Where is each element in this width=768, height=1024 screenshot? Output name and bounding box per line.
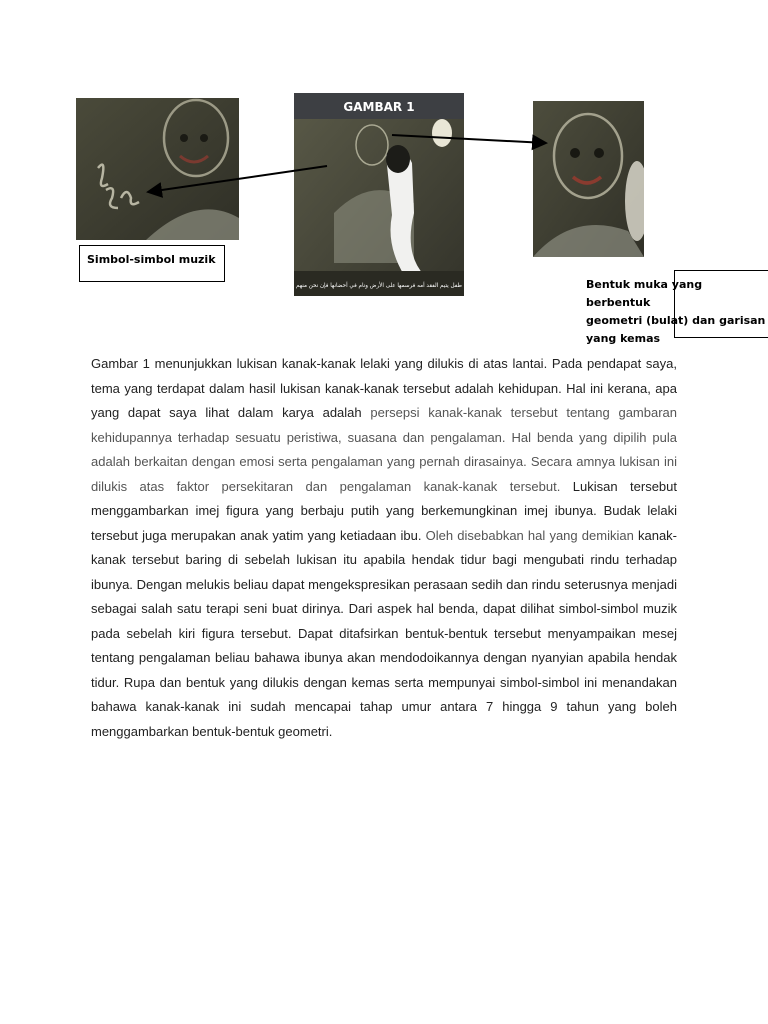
face-shape-label: Bentuk muka yang berbentuk geometri (bulat) dan garisan yang kemas (586, 278, 766, 345)
body-text-part-4: Oleh disebabkan hal yang demikian (425, 527, 634, 543)
body-text-part-1: Gambar 1 menunjukkan lukisan kanak-kanak lelaki yang dilukis di atas lantai. Pada pendapat saya, tema yang terdapat dalam hasil lukisan kanak-kanak tersebut adalah kehidupan. Hal ini kerana, apa yang dapat saya lihat dalam karya adalah (91, 356, 677, 420)
music-symbols-label: Simbol-simbol muzik (87, 253, 216, 266)
body-paragraph (91, 352, 677, 744)
gambar-1-photo (294, 93, 464, 296)
body-text-part-3: Lukisan tersebut menggambarkan imej figura yang berbaju putih yang berkemungkinan imej ibunya. Budak lelaki tersebut juga merupakan anak yatim yang ketiadaan ibu. (91, 478, 677, 543)
gambar-1-caption: طفل يتيم الفقد أمه فرسمها على الأرض ونام في أحضانها فإن نحن منهم (295, 283, 463, 289)
music-symbols-photo (76, 98, 239, 240)
body-text-part-5: kanak-kanak tersebut baring di sebelah lukisan itu apabila hendak tidur bagi mengubati rindu terhadap ibunya. Dengan melukis beliau dapat mengekspresikan perasaan sedih dan rindu seterusnya menjadi sebagai salah satu terapi seni buat dirinya. Dari aspek hal benda, dapat dilihat simbol-simbol muzik pada sebelah kiri figura tersebut. Dapat ditafsirkan bentuk-bentuk tersebut menyampaikan mesej tentang pengalaman beliau bahawa ibunya akan mendodoikannya dengan nyanyian apabila hendak tidur. Rupa dan bentuk yang dilukis dengan kemas serta mempunyai simbol-simbol ini menandakan bahawa kanak-kanak ini sudah mencapai tahap umur antara 7 hingga 9 tahun yang boleh menggambarkan bentuk-bentuk geometri. (91, 527, 678, 739)
face-photo (533, 101, 644, 257)
body-text-part-2: persepsi kanak-kanak tersebut tentang gambaran kehidupannya terhadap sesuatu peristiwa, suasana dan pengalaman. Hal benda yang dipilih pula adalah berkaitan dengan emosi serta pengalaman yang pernah dirasainya. Secara amnya lukisan ini dilukis atas faktor persekitaran dan pengalaman kanak-kanak tersebut. (91, 405, 677, 494)
gambar-1-title: GAMBAR 1 (343, 100, 415, 114)
